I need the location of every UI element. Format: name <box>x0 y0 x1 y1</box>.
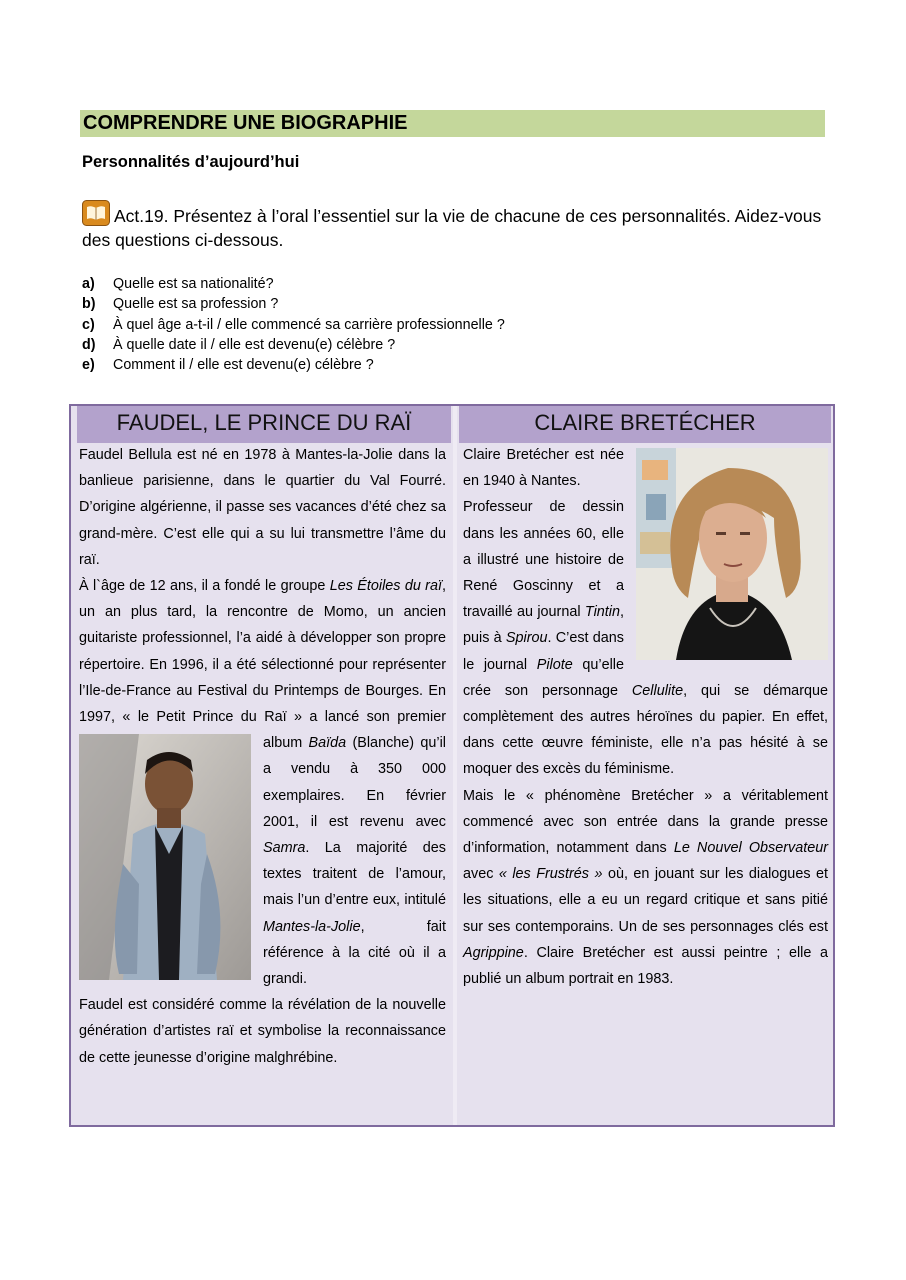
claire-heading: CLAIRE BRETÉCHER <box>459 406 831 443</box>
activity-text: Act.19. Présentez à l’oral l’essentiel sur la vie de chacune de ces personnalités. Aidez-vous des questions ci-dessous. <box>82 206 822 250</box>
page-title: COMPRENDRE UNE BIOGRAPHIE <box>80 110 825 137</box>
question-letter: c) <box>82 316 95 333</box>
question-text: Quelle est sa profession ? <box>113 296 279 313</box>
question-letter: d) <box>82 336 96 353</box>
question-letter: e) <box>82 357 95 374</box>
claire-paragraph-1: Claire Bretécher est née en 1940 à Nantes. Professeur de dessin dans les années 60, elle a illustré une histoire de René Goscinny et a travaillé au journal Tintin, puis à Spirou. C’est dans le journal Pilote qu’elle crée son personnage Cellulite, qui se démarque complètement des autres héroïnes du papier. En effet, dans cette œuvre féministe, elle n’a pas hésité à se moquer des excès du féminisme. <box>463 447 828 778</box>
question-text: À quelle date il / elle est devenu(e) célèbre ? <box>113 336 396 353</box>
book-icon <box>82 200 110 226</box>
faudel-photo <box>79 734 251 980</box>
question-letter: a) <box>82 276 95 292</box>
question-text: Quelle est sa nationalité? <box>113 276 274 292</box>
claire-paragraph-2: Mais le « phénomène Bretécher » a véritablement commencé avec son entrée dans la grande presse d’information, notamment dans Le Nouvel Observateur avec « les Frustrés » où, en jouant sur les dialogues et les situations, elle a eu un regard critique et sans pitié sur ses contemporains. Un de ses personnages clés est Agrippine. Claire Bretécher est aussi peintre ; elle a publié un album portrait en 1983. <box>463 787 829 988</box>
faudel-paragraph-2: À l`âge de 12 ans, il a fondé le groupe Les Étoiles du raï, un an plus tard, la rencontre de Momo, un ancien guitariste professionnel, l’a aidé à développer son propre répertoire. En 1996, il a été sélectionné pour représenter l’Ile-de-France au Festival du Printemps de Bourges. En 1997, « le Petit Prince du Raï » a lancé son premier album Baïda (Blanche) qu’il a vendu à 350 000 exemplaires. En février 2001, il est revenu avec Samra. La majorité des textes traitent de l’amour, mais l’un d’entre eux, intitulé Mantes-la-Jolie, fait référence à la cité où il a grandi. <box>79 578 446 988</box>
question-item <box>82 355 505 375</box>
question-text: À quel âge a-t-il / elle commencé sa carrière professionnelle ? <box>113 316 505 333</box>
question-item <box>82 294 505 314</box>
biography-table <box>69 404 835 1127</box>
faudel-paragraph-1: Faudel Bellula est né en 1978 à Mantes-la-Jolie dans la banlieue parisienne, dans le quartier du Val Fourré. D’origine algérienne, il passe ses vacances d’été chez sa grand-mère. C’est elle qui a su lui transmettre l’âme du raï. <box>79 447 446 568</box>
question-letter: b) <box>82 296 96 313</box>
faudel-heading: FAUDEL, LE PRINCE DU RAÏ <box>77 406 451 443</box>
claire-biography <box>463 442 828 992</box>
question-item <box>82 315 505 335</box>
column-divider <box>453 406 457 1125</box>
question-list <box>82 274 505 375</box>
faudel-paragraph-3: Faudel est considéré comme la révélation de la nouvelle génération d’artistes raï et symbolise la reconnaissance de cette jeunesse d’origine malghrébine. <box>79 997 446 1066</box>
faudel-biography <box>79 442 446 1071</box>
question-item <box>82 335 505 355</box>
section-subtitle: Personnalités d’aujourd’hui <box>82 153 300 171</box>
question-item <box>82 274 505 294</box>
activity-instruction <box>82 200 827 252</box>
question-text: Comment il / elle est devenu(e) célèbre ? <box>113 357 374 374</box>
claire-photo <box>636 448 828 660</box>
